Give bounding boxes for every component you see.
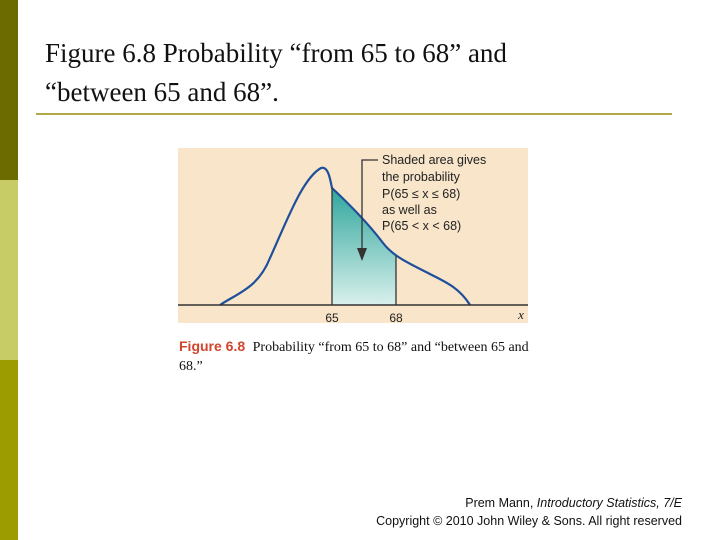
slide-title-line-1: Figure 6.8 Probability “from 65 to 68” and — [45, 38, 507, 68]
annotation-line-3: P(65 ≤ x ≤ 68) — [382, 187, 461, 201]
axis-variable-label: x — [518, 307, 524, 322]
slide-title-line-2: “between 65 and 68”. — [45, 77, 279, 107]
footer-copyright: Copyright © 2010 John Wiley & Sons. All right reserved — [376, 514, 682, 528]
footer — [376, 494, 682, 530]
figure-caption — [179, 337, 529, 376]
sidebar-block-middle — [0, 180, 18, 360]
sidebar-accent — [0, 0, 18, 540]
title-underline — [36, 113, 672, 115]
annotation-line-2: the probability — [382, 170, 460, 184]
sidebar-block-top — [0, 0, 18, 180]
annotation-line-5: P(65 < x < 68) — [382, 219, 462, 233]
slide-title — [45, 34, 685, 112]
annotation-line-4: as well as — [382, 203, 437, 217]
footer-author: Prem Mann, — [465, 496, 537, 510]
sidebar-block-bottom — [0, 360, 18, 540]
figure-caption-label: Figure 6.8 — [179, 338, 246, 354]
annotation-line-1: Shaded area gives — [382, 153, 487, 167]
tick-label-68: 68 — [389, 311, 403, 325]
figure-caption-text: Probability “from 65 to 68” and “between 65 and 68.” — [179, 340, 529, 374]
footer-book-title: Introductory Statistics, 7/E — [536, 496, 682, 510]
tick-label-65: 65 — [325, 311, 339, 325]
footer-credit — [376, 494, 682, 512]
